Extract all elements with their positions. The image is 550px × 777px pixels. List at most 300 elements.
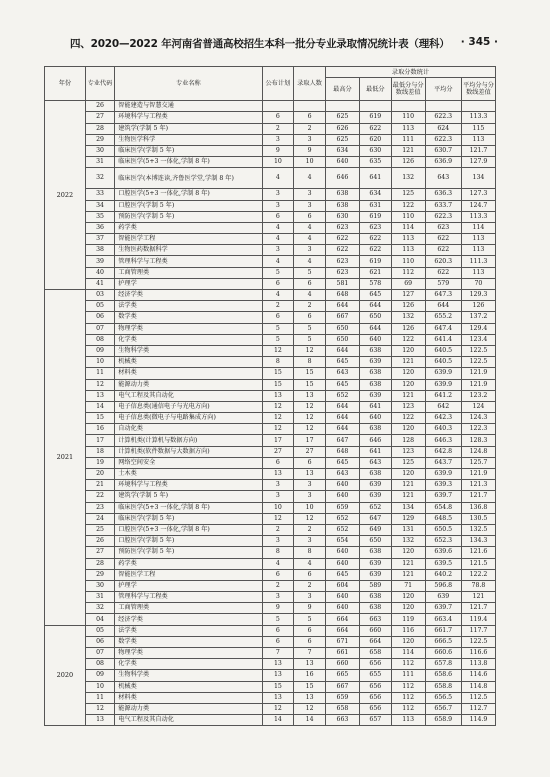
min-diff-cell: 120 [391,603,425,614]
table-row [45,278,496,289]
code-cell: 23 [85,502,114,513]
min-cell: 639 [359,569,391,580]
plan-cell: 5 [262,323,294,334]
min-cell: 652 [359,502,391,513]
table-row [45,222,496,233]
max-cell: 623 [325,222,359,233]
min-diff-cell: 121 [391,390,425,401]
avg-cell: 642.3 [425,413,461,424]
min-diff-cell: 111 [391,134,425,145]
min-diff-cell: 113 [391,234,425,245]
major-cell: 口腔医学(学制 5 年) [115,536,262,547]
major-cell: 数学类 [115,312,262,323]
plan-cell: 6 [262,112,294,123]
table-row [45,168,496,189]
avg-diff-cell: 121.9 [461,469,495,480]
max-cell: 648 [325,446,359,457]
min-cell: 639 [359,558,391,569]
code-cell: 20 [85,469,114,480]
min-diff-cell: 121 [391,357,425,368]
min-cell: 630 [359,145,391,156]
avg-cell: 630.7 [425,145,461,156]
min-cell: 635 [359,157,391,168]
admitted-cell: 3 [294,189,326,200]
min-cell: 638 [359,469,391,480]
code-cell: 09 [85,345,114,356]
table-row [45,379,496,390]
min-cell: 650 [359,312,391,323]
plan-cell: 27 [262,446,294,457]
avg-cell: 633.7 [425,200,461,211]
header-avg: 平均分 [425,78,461,101]
table-row [45,200,496,211]
major-cell: 预防医学(学制 5 年) [115,211,262,222]
min-cell: 631 [359,200,391,211]
avg-diff-cell: 132.5 [461,524,495,535]
avg-diff-cell: 113 [461,245,495,256]
code-cell: 29 [85,569,114,580]
avg-diff-cell: 136.8 [461,502,495,513]
avg-cell: 640.3 [425,424,461,435]
max-cell: 645 [325,357,359,368]
header-admitted: 录取人数 [294,67,326,101]
avg-diff-cell: 122.3 [461,424,495,435]
admitted-cell: 13 [294,692,326,703]
code-cell: 06 [85,636,114,647]
header-score-stats: 录取分数统计 [325,67,495,78]
major-cell: 临床医学(本博连读,齐鲁医学堂,学制 8 年) [115,168,262,189]
major-cell: 口腔医学(学制 5 年) [115,200,262,211]
plan-cell: 2 [262,580,294,591]
table-row [45,659,496,670]
max-cell: 667 [325,681,359,692]
code-cell: 12 [85,379,114,390]
table-row [45,334,496,345]
major-cell: 经济学类 [115,290,262,301]
max-cell: 640 [325,157,359,168]
major-cell: 护理学 [115,278,262,289]
avg-cell: 650.5 [425,524,461,535]
table-row [45,368,496,379]
max-cell: 630 [325,211,359,222]
max-cell: 640 [325,603,359,614]
avg-diff-cell: 124.8 [461,446,495,457]
min-cell: 638 [359,424,391,435]
major-cell: 药学类 [115,558,262,569]
min-cell: 638 [359,603,391,614]
min-diff-cell: 110 [391,112,425,123]
min-diff-cell: 112 [391,692,425,703]
plan-cell: 6 [262,625,294,636]
admitted-cell: 2 [294,301,326,312]
plan-cell: 13 [262,670,294,681]
min-cell: 660 [359,625,391,636]
plan-cell: 17 [262,435,294,446]
table-row [45,547,496,558]
table-row [45,636,496,647]
avg-cell: 652.3 [425,536,461,547]
max-cell: 671 [325,636,359,647]
max-cell: 647 [325,435,359,446]
code-cell: 12 [85,703,114,714]
plan-cell [262,101,294,112]
table-row [45,625,496,636]
major-cell: 能源动力类 [115,703,262,714]
max-cell: 667 [325,312,359,323]
min-diff-cell: 119 [391,614,425,625]
admitted-cell: 3 [294,592,326,603]
major-cell: 生物医药数据科学 [115,245,262,256]
major-cell: 电子信息类(通信电子与光电方向) [115,401,262,412]
avg-diff-cell: 121.9 [461,368,495,379]
min-diff-cell: 121 [391,569,425,580]
plan-cell: 3 [262,536,294,547]
avg-diff-cell: 113.3 [461,211,495,222]
plan-cell: 9 [262,145,294,156]
admitted-cell: 5 [294,334,326,345]
avg-cell: 622 [425,267,461,278]
table-row [45,648,496,659]
admitted-cell: 4 [294,256,326,267]
code-cell: 34 [85,200,114,211]
code-cell: 10 [85,681,114,692]
code-cell: 15 [85,413,114,424]
avg-cell: 639.3 [425,480,461,491]
min-diff-cell: 120 [391,345,425,356]
max-cell: 622 [325,234,359,245]
major-cell: 机械类 [115,681,262,692]
avg-diff-cell: 114 [461,222,495,233]
code-cell: 13 [85,390,114,401]
min-diff-cell: 132 [391,536,425,547]
avg-diff-cell: 112.5 [461,692,495,703]
plan-cell: 10 [262,502,294,513]
avg-diff-cell: 111.3 [461,256,495,267]
avg-diff-cell: 128.3 [461,435,495,446]
code-cell: 08 [85,334,114,345]
plan-cell: 6 [262,278,294,289]
min-cell: 655 [359,670,391,681]
avg-diff-cell: 113 [461,234,495,245]
avg-cell: 657.8 [425,659,461,670]
avg-cell: 658.6 [425,670,461,681]
min-diff-cell: 121 [391,480,425,491]
min-cell: 620 [359,134,391,145]
plan-cell: 8 [262,357,294,368]
table-row [45,681,496,692]
min-diff-cell: 71 [391,580,425,591]
avg-cell: 636.3 [425,189,461,200]
plan-cell: 3 [262,200,294,211]
major-cell: 生物科学类 [115,345,262,356]
table-row [45,357,496,368]
header-code: 专业代码 [85,67,114,101]
plan-cell: 5 [262,614,294,625]
plan-cell: 13 [262,692,294,703]
max-cell: 581 [325,278,359,289]
header-major: 专业名称 [115,67,262,101]
table-row [45,112,496,123]
plan-cell: 5 [262,267,294,278]
admitted-cell: 14 [294,715,326,726]
max-cell: 650 [325,334,359,345]
admitted-cell: 2 [294,524,326,535]
min-cell [359,101,391,112]
min-cell: 656 [359,692,391,703]
table-row [45,290,496,301]
plan-cell: 3 [262,134,294,145]
avg-diff-cell: 121.7 [461,145,495,156]
admitted-cell: 12 [294,703,326,714]
min-cell: 639 [359,491,391,502]
min-diff-cell: 110 [391,211,425,222]
table-row [45,157,496,168]
min-cell: 640 [359,413,391,424]
table-row [45,267,496,278]
admitted-cell: 12 [294,413,326,424]
admitted-cell: 17 [294,435,326,446]
avg-diff-cell: 127.3 [461,189,495,200]
max-cell: 638 [325,200,359,211]
avg-diff-cell: 121.7 [461,603,495,614]
code-cell: 11 [85,368,114,379]
table-row [45,211,496,222]
code-cell: 30 [85,145,114,156]
min-diff-cell: 125 [391,189,425,200]
min-cell: 656 [359,659,391,670]
major-cell: 药学类 [115,222,262,233]
table-row [45,536,496,547]
max-cell: 658 [325,703,359,714]
admitted-cell: 7 [294,648,326,659]
max-cell: 659 [325,502,359,513]
avg-diff-cell: 114.9 [461,715,495,726]
plan-cell: 2 [262,524,294,535]
year-cell: 2020 [45,625,86,726]
major-cell: 建筑学(学制 5 年) [115,491,262,502]
admitted-cell: 3 [294,245,326,256]
min-cell: 649 [359,524,391,535]
avg-cell: 666.5 [425,636,461,647]
table-row [45,592,496,603]
avg-diff-cell: 123.4 [461,334,495,345]
avg-diff-cell: 129.3 [461,290,495,301]
admitted-cell: 3 [294,480,326,491]
min-cell: 638 [359,592,391,603]
avg-cell: 639.9 [425,368,461,379]
avg-diff-cell: 121.5 [461,558,495,569]
table-row [45,558,496,569]
avg-diff-cell: 124.3 [461,413,495,424]
avg-cell: 660.6 [425,648,461,659]
min-diff-cell: 111 [391,670,425,681]
code-cell: 36 [85,222,114,233]
admitted-cell: 6 [294,312,326,323]
table-row [45,245,496,256]
code-cell: 27 [85,547,114,558]
plan-cell: 15 [262,368,294,379]
avg-diff-cell: 113 [461,134,495,145]
max-cell: 643 [325,469,359,480]
code-cell: 28 [85,123,114,134]
avg-diff-cell [461,101,495,112]
plan-cell: 6 [262,569,294,580]
avg-diff-cell: 121.7 [461,491,495,502]
plan-cell: 9 [262,603,294,614]
table-row [45,469,496,480]
table-row [45,580,496,591]
admitted-cell: 4 [294,168,326,189]
plan-cell: 4 [262,234,294,245]
max-cell: 645 [325,457,359,468]
major-cell: 环境科学与工程类 [115,480,262,491]
table-row [45,234,496,245]
major-cell: 网络空间安全 [115,457,262,468]
avg-diff-cell: 123.2 [461,390,495,401]
table-row [45,670,496,681]
major-cell: 工商管理类 [115,267,262,278]
plan-cell: 2 [262,301,294,312]
max-cell: 623 [325,256,359,267]
max-cell: 644 [325,413,359,424]
major-cell: 机械类 [115,357,262,368]
admitted-cell: 5 [294,323,326,334]
max-cell: 640 [325,480,359,491]
avg-diff-cell: 124 [461,401,495,412]
min-cell: 641 [359,401,391,412]
avg-cell: 656.5 [425,692,461,703]
avg-cell: 622 [425,245,461,256]
avg-diff-cell: 134.3 [461,536,495,547]
code-cell: 19 [85,457,114,468]
code-cell: 10 [85,357,114,368]
year-cell: 2022 [45,101,86,290]
avg-cell: 654.8 [425,502,461,513]
code-cell: 31 [85,157,114,168]
major-cell: 数学类 [115,636,262,647]
max-cell: 622 [325,245,359,256]
table-row [45,345,496,356]
min-diff-cell: 132 [391,168,425,189]
plan-cell: 7 [262,648,294,659]
admitted-cell: 9 [294,145,326,156]
min-diff-cell: 127 [391,290,425,301]
min-diff-cell: 129 [391,513,425,524]
avg-cell: 639.7 [425,603,461,614]
table-row [45,491,496,502]
min-cell: 622 [359,123,391,134]
max-cell: 638 [325,189,359,200]
min-cell: 638 [359,379,391,390]
code-cell: 08 [85,659,114,670]
avg-cell: 639.5 [425,558,461,569]
avg-cell: 661.7 [425,625,461,636]
admitted-cell: 3 [294,134,326,145]
max-cell: 634 [325,145,359,156]
avg-cell: 647.4 [425,323,461,334]
plan-cell: 12 [262,413,294,424]
admitted-cell: 13 [294,469,326,480]
header-min: 最低分 [359,78,391,101]
max-cell: 644 [325,401,359,412]
min-cell: 664 [359,636,391,647]
max-cell: 640 [325,547,359,558]
admitted-cell: 2 [294,580,326,591]
plan-cell: 4 [262,290,294,301]
min-diff-cell: 123 [391,446,425,457]
avg-cell: 643 [425,168,461,189]
max-cell: 661 [325,648,359,659]
min-diff-cell: 126 [391,301,425,312]
major-cell: 临床医学(学制 5 年) [115,145,262,156]
avg-diff-cell: 134 [461,168,495,189]
min-cell: 621 [359,267,391,278]
table-row [45,692,496,703]
max-cell: 623 [325,267,359,278]
code-cell: 32 [85,168,114,189]
table-row [45,715,496,726]
code-cell: 41 [85,278,114,289]
plan-cell: 4 [262,256,294,267]
min-diff-cell: 120 [391,379,425,390]
header-max: 最高分 [325,78,359,101]
avg-diff-cell: 114.8 [461,681,495,692]
major-cell: 工商管理类 [115,603,262,614]
code-cell: 39 [85,256,114,267]
table-row [45,480,496,491]
admitted-cell: 15 [294,379,326,390]
major-cell: 自动化类 [115,424,262,435]
major-cell: 电气工程及其自动化 [115,390,262,401]
table-row [45,401,496,412]
avg-cell: 579 [425,278,461,289]
min-diff-cell: 122 [391,413,425,424]
admitted-cell: 12 [294,345,326,356]
min-diff-cell: 112 [391,703,425,714]
plan-cell: 6 [262,457,294,468]
min-diff-cell: 120 [391,547,425,558]
admitted-cell: 6 [294,457,326,468]
header-year: 年份 [45,67,86,101]
max-cell: 644 [325,301,359,312]
admitted-cell: 27 [294,446,326,457]
min-cell: 622 [359,234,391,245]
avg-cell: 639 [425,592,461,603]
max-cell: 604 [325,580,359,591]
min-cell: 650 [359,536,391,547]
min-cell: 645 [359,290,391,301]
min-cell: 647 [359,513,391,524]
avg-cell: 624 [425,123,461,134]
table-row [45,614,496,625]
plan-cell: 12 [262,703,294,714]
admission-table [44,66,496,726]
avg-diff-cell: 121 [461,592,495,603]
plan-cell: 3 [262,592,294,603]
table-row [45,424,496,435]
avg-cell: 646.3 [425,435,461,446]
table-row [45,513,496,524]
plan-cell: 14 [262,715,294,726]
min-cell: 619 [359,211,391,222]
max-cell: 640 [325,558,359,569]
min-diff-cell: 128 [391,435,425,446]
code-cell: 28 [85,558,114,569]
avg-cell: 596.8 [425,580,461,591]
min-cell: 656 [359,681,391,692]
min-cell: 638 [359,547,391,558]
header-plan: 公布计划 [262,67,294,101]
